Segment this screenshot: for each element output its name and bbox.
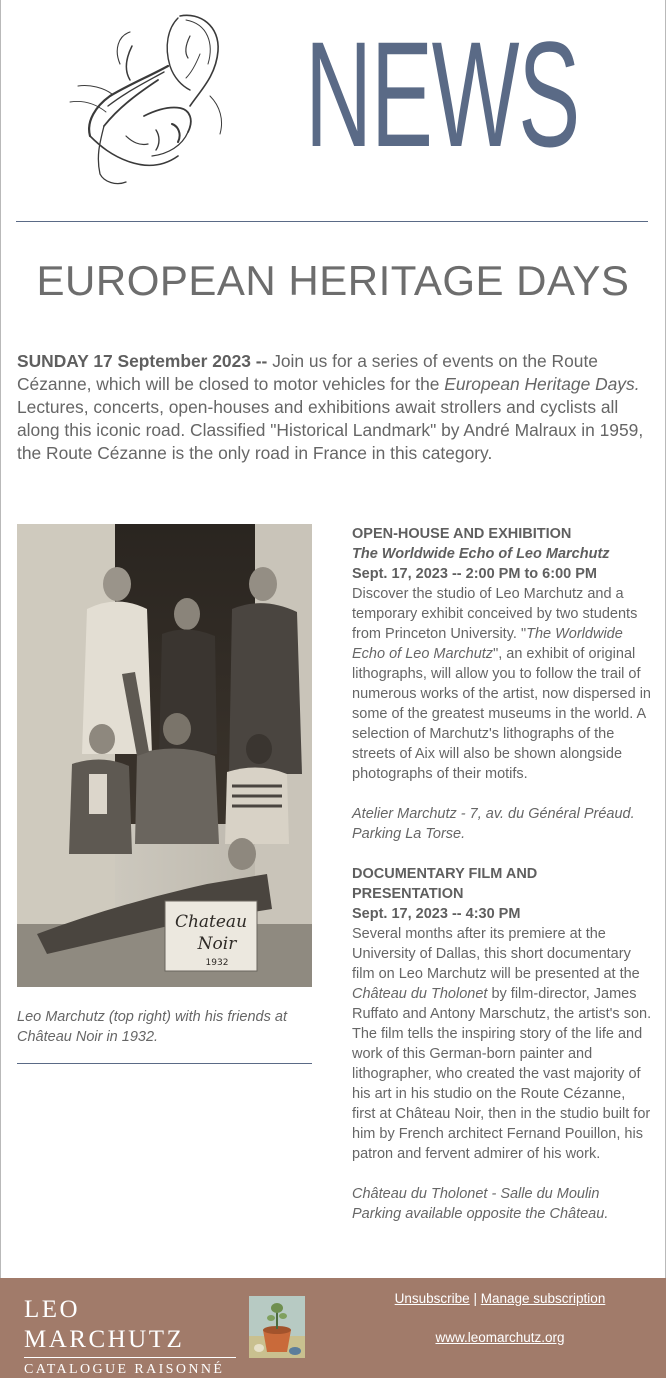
logo-name: LEO MARCHUTZ	[24, 1296, 185, 1353]
intro-lead: SUNDAY 17 September 2023 --	[17, 351, 268, 371]
painting-thumbnail-icon	[249, 1296, 305, 1358]
sign-line-3: 1932	[205, 958, 229, 968]
header	[0, 0, 666, 200]
group-photo-image	[17, 524, 312, 987]
photo-caption: Leo Marchutz (top right) with his friends at Château Noir in 1932.	[17, 1009, 287, 1045]
event-description-part: Several months after its premiere at the University of Dallas, this short documentary film on Leo Marchutz will be presented at the	[352, 926, 640, 982]
sign-line-1: Chateau	[174, 912, 248, 932]
event-parking-line: Parking available opposite the Château.	[352, 1206, 609, 1222]
website-link[interactable]: www.leomarchutz.org	[435, 1330, 565, 1345]
header-divider	[16, 221, 648, 222]
event-address-line: Château du Tholonet - Salle du Moulin	[352, 1186, 600, 1202]
event-description	[352, 924, 652, 1164]
portrait-sketch-icon	[60, 6, 235, 191]
event-description-part: by film-director, James Ruffato and Antony Marschutz, the artist's son. The film tells the inspiring story of the life and work of this German-born painter and lithographer, who created the vast majority of his art in his studio on the Route Cézanne, first at Château Noir, then in the studio built for him by French architect Fernand Pouillon, his patron and fervent admirer of his work.	[352, 986, 652, 1162]
intro-paragraph	[17, 350, 645, 465]
brand-logo[interactable]	[24, 1295, 236, 1377]
intro-text-2: Lectures, concerts, open-houses and exhibitions await strollers and cyclists all along this iconic road. Classified "Historical Landmark" by André Malraux in 1959, the Route Cézanne is the only road in France in this category.	[17, 397, 644, 463]
logo-subtitle: CATALOGUE RAISONNÉ	[24, 1362, 225, 1377]
events-column	[352, 524, 652, 1224]
footer-links	[360, 1290, 640, 1308]
event-address-line: Atelier Marchutz - 7, av. du Général Préaud.	[352, 806, 635, 822]
event-heading: DOCUMENTARY FILM AND PRESENTATION	[352, 866, 538, 902]
footer	[0, 1278, 666, 1378]
event-date: Sept. 17, 2023 -- 2:00 PM to 6:00 PM	[352, 566, 597, 582]
intro-emphasis: European Heritage Days.	[444, 374, 640, 394]
event-date: Sept. 17, 2023 -- 4:30 PM	[352, 906, 521, 922]
event-description-emphasis: Château du Tholonet	[352, 986, 488, 1002]
historic-photo	[17, 524, 312, 987]
event-parking-line: Parking La Torse.	[352, 826, 466, 842]
photo-column	[17, 524, 312, 987]
sign-line-2: Noir	[197, 934, 237, 954]
event-description-part: Discover the studio of Leo Marchutz and a temporary exhibit conceived by two students from Princeton University. "	[352, 586, 638, 642]
page-title: EUROPEAN HERITAGE DAYS	[36, 257, 630, 304]
link-separator: |	[473, 1291, 477, 1306]
event-subtitle: The Worldwide Echo of Leo Marchutz	[352, 546, 610, 562]
event-description-part: ", an exhibit of original lithographs, will allow you to follow the trail of numerous works of the artist, now dispersed in some of the greatest museums in the world. A selection of Marchutz's lithographs of the streets of Aix will also be shown alongside photographs of their motifs.	[352, 646, 651, 782]
unsubscribe-link[interactable]: Unsubscribe	[394, 1291, 470, 1306]
caption-divider	[17, 1063, 312, 1064]
event-description	[352, 584, 652, 784]
logo-divider	[24, 1357, 236, 1358]
event-address	[352, 804, 652, 844]
footer-website	[360, 1329, 640, 1347]
event-heading: OPEN-HOUSE AND EXHIBITION	[352, 526, 572, 542]
event-description-emphasis: The Worldwide Echo of Leo Marchutz	[352, 626, 623, 662]
news-title: NEWS	[305, 10, 580, 178]
event-address	[352, 1184, 652, 1224]
intro-text-1: Join us for a series of events on the Route Cézanne, which will be closed to motor vehicles for the	[17, 351, 598, 394]
event-film	[352, 864, 652, 1224]
event-open-house	[352, 524, 652, 844]
manage-subscription-link[interactable]: Manage subscription	[480, 1291, 606, 1306]
